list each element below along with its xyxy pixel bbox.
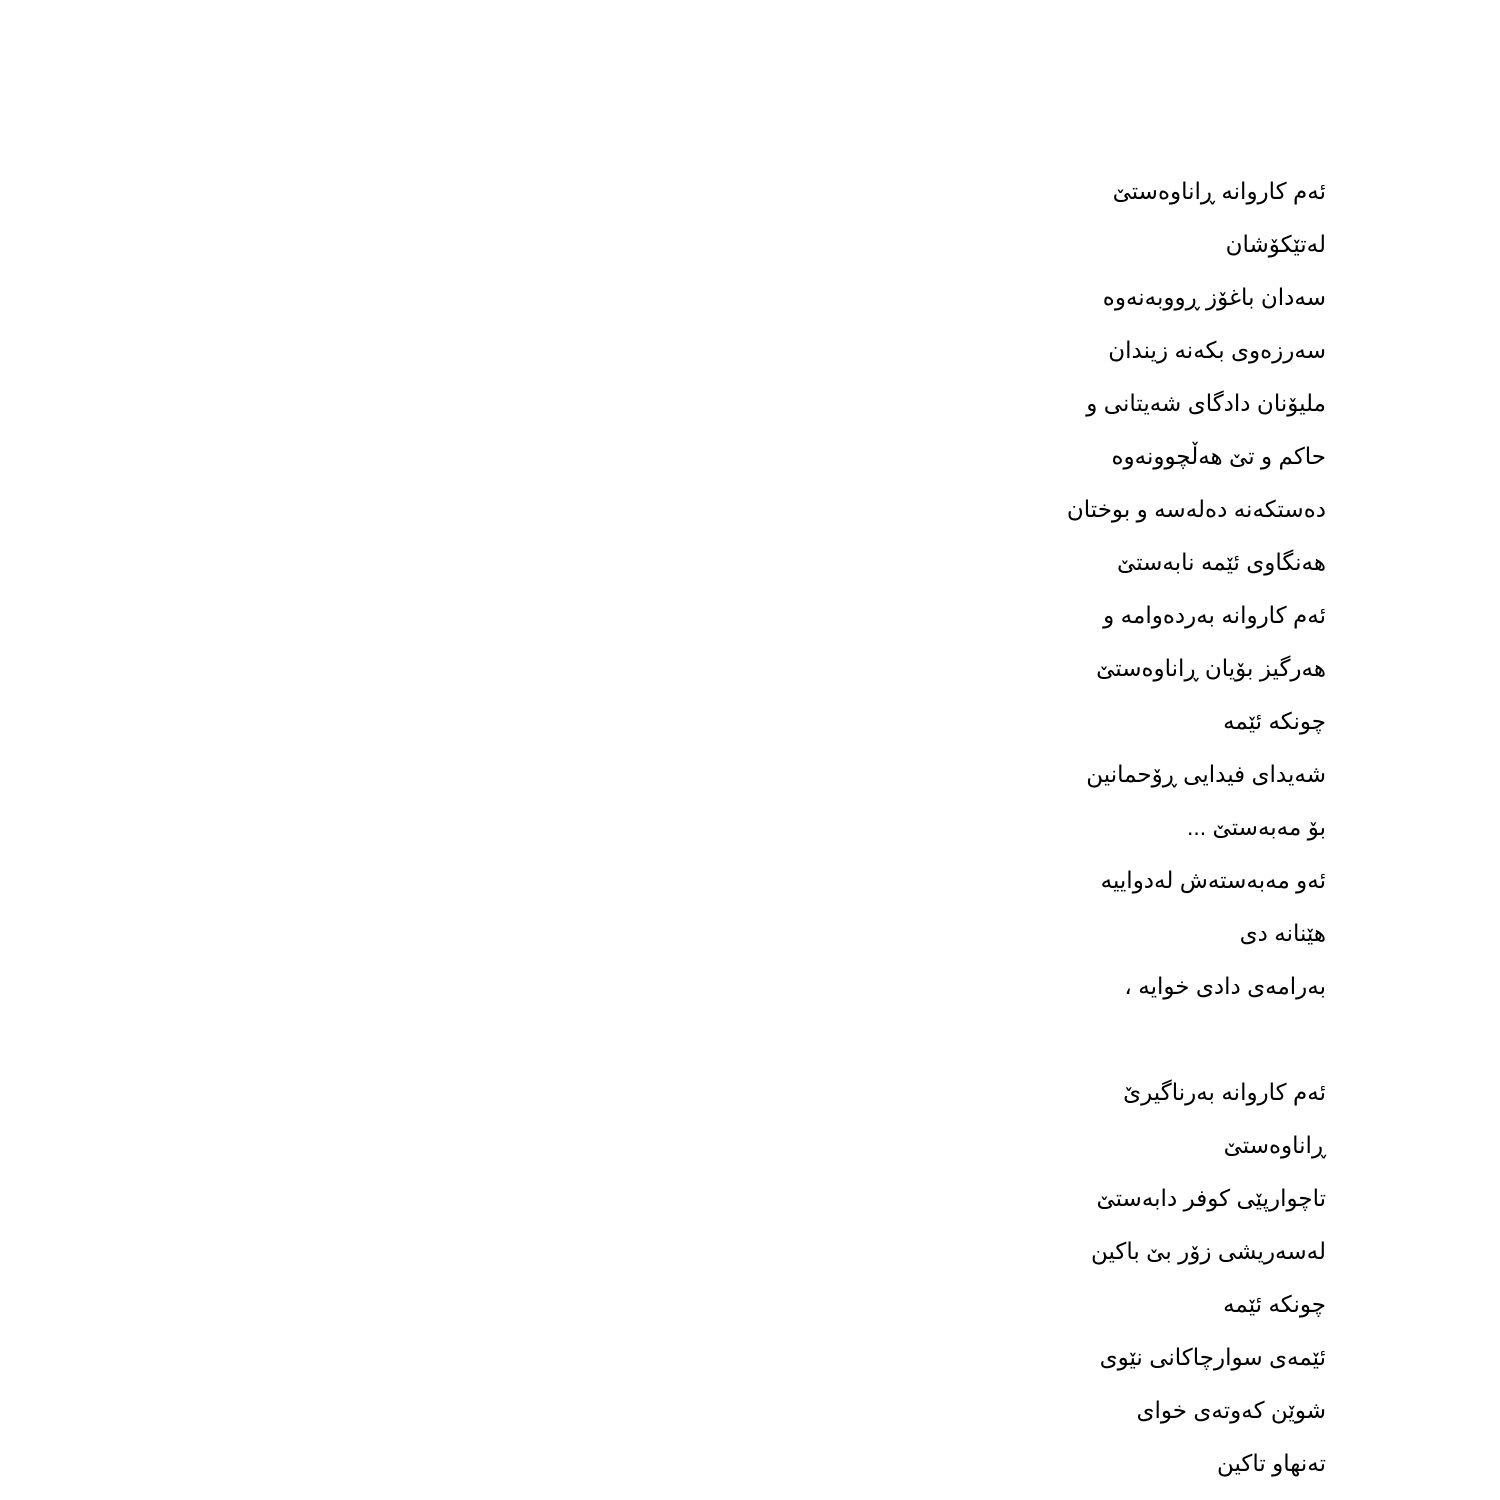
poem-line: بۆ مەبەستێ ...: [1187, 814, 1326, 840]
poem-line: سەدان باغۆز ڕووبەنەوە: [1102, 284, 1326, 310]
poem-line: لەسەریشی زۆر بێ باکین: [1090, 1238, 1326, 1264]
poem-line: بەرامەی دادی خوایە ،: [1124, 973, 1326, 999]
poem-line: شوێن کەوتەی خوای: [1136, 1397, 1326, 1423]
poem-line: تاچوارپێی کوفر دابەستێ: [1096, 1185, 1326, 1211]
poem-line: ڕاناوەستێ: [1223, 1132, 1326, 1158]
poem-line: هێنانە دی: [1239, 920, 1326, 946]
poem-line: ملیۆنان دادگای شەیتانی و: [1086, 390, 1326, 416]
poem-line: ئەم کاروانە ڕاناوەستێ: [1112, 178, 1326, 204]
poem-line: شەیدای فیدایی ڕۆحمانین: [1086, 761, 1326, 787]
poem-stanza: [626, 1066, 1326, 1490]
poem-line: ئێمەی سوارچاکانی نێوی: [1099, 1344, 1326, 1370]
poem-stanza: [626, 165, 1326, 1013]
poem-line: ئەم کاروانە بەرناگیرێ: [1123, 1079, 1326, 1105]
poem-line: ئەم کاروانە بەردەوامە و: [1103, 602, 1326, 628]
poem-line: حاکم و تێ هەڵچوونەوە: [1111, 443, 1326, 469]
poem-line: هەنگاوی ئێمە نابەستێ: [1117, 549, 1326, 575]
poem-line: چونکە ئێمە: [1223, 708, 1326, 734]
poem-line: دەستکەنە دەلەسە و بوختان: [1066, 496, 1326, 522]
poem-text: [626, 165, 1326, 1490]
poem-line: لەتێکۆشان: [1225, 231, 1326, 257]
poem-line: ئەو مەبەستەش لەدواییە: [1100, 867, 1326, 893]
poem-line: چونکە ئێمە: [1223, 1291, 1326, 1317]
poem-line: تەنهاو تاکین: [1216, 1450, 1326, 1476]
poem-line: سەرزەوی بکەنە زیندان: [1108, 337, 1326, 363]
poem-line: هەرگیز بۆیان ڕاناوەستێ: [1096, 655, 1326, 681]
